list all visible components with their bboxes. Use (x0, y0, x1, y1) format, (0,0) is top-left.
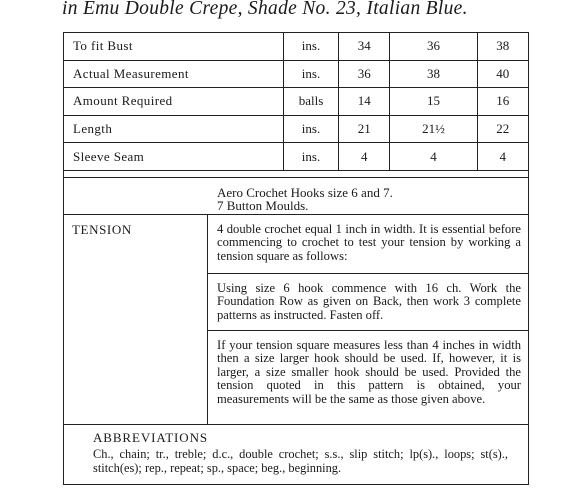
abbreviations-title: ABBREVIATIONS (93, 430, 208, 445)
materials-box (63, 177, 529, 215)
row-label: Sleeve Seam (64, 143, 284, 171)
pattern-heading: in Emu Double Crepe, Shade No. 23, Italian Blue. (62, 0, 468, 19)
row-unit: balls (284, 88, 339, 116)
size-value: 15 (390, 88, 477, 116)
tension-paragraph-3: If your tension square measures less than 4 inches in width then a size larger hook should be used. If, however, it is larger, a size smaller hook should be used. Provided the tension quoted in this pattern is obtained, your measurements will be the same as those given above. (217, 338, 521, 406)
row-unit: ins. (284, 60, 339, 88)
row-unit: ins. (284, 143, 339, 171)
size-value: 38 (477, 33, 528, 61)
table-row (64, 115, 529, 143)
row-label: To fit Bust (64, 33, 284, 61)
row-label: Actual Measurement (64, 60, 284, 88)
row-unit: ins. (284, 33, 339, 61)
size-value: 4 (477, 143, 528, 171)
tension-title: TENSION (72, 222, 132, 237)
table-row (64, 33, 529, 61)
measurements-table (63, 32, 529, 171)
tension-paragraph-1: 4 double crochet equal 1 inch in width. It is essential before commencing to crochet to test your tension by working a tension square as follows: (217, 222, 521, 263)
size-value: 4 (390, 143, 477, 171)
materials-buttons: 7 Button Moulds. (217, 198, 309, 213)
size-value: 21 (339, 115, 390, 143)
size-value: 4 (339, 143, 390, 171)
size-value: 40 (477, 60, 528, 88)
abbreviations-separator (63, 424, 529, 425)
size-value: 38 (390, 60, 477, 88)
row-unit: ins. (284, 115, 339, 143)
size-value: 22 (477, 115, 528, 143)
table-row (64, 60, 529, 88)
row-label: Length (64, 115, 284, 143)
size-value: 16 (477, 88, 528, 116)
table-row (64, 88, 529, 116)
tension-paragraph-2: Using size 6 hook commence with 16 ch. Work the Foundation Row as given on Back, then work 3 complete patterns as instructed. Fasten off. (217, 281, 521, 322)
size-value: 34 (339, 33, 390, 61)
tension-separator (207, 273, 529, 274)
size-value: 36 (339, 60, 390, 88)
size-value: 36 (390, 33, 477, 61)
table-row (64, 143, 529, 171)
size-value: 21½ (390, 115, 477, 143)
row-label: Amount Required (64, 88, 284, 116)
materials-hooks: Aero Crochet Hooks size 6 and 7. (217, 185, 393, 200)
abbreviations-text: Ch., chain; tr., treble; d.c., double crochet; s.s., slip stitch; lp(s)., loops; st(s)., stitch(es); rep., repeat; sp., space; beg., beginning. (93, 447, 508, 475)
tension-separator (207, 330, 529, 331)
size-value: 14 (339, 88, 390, 116)
